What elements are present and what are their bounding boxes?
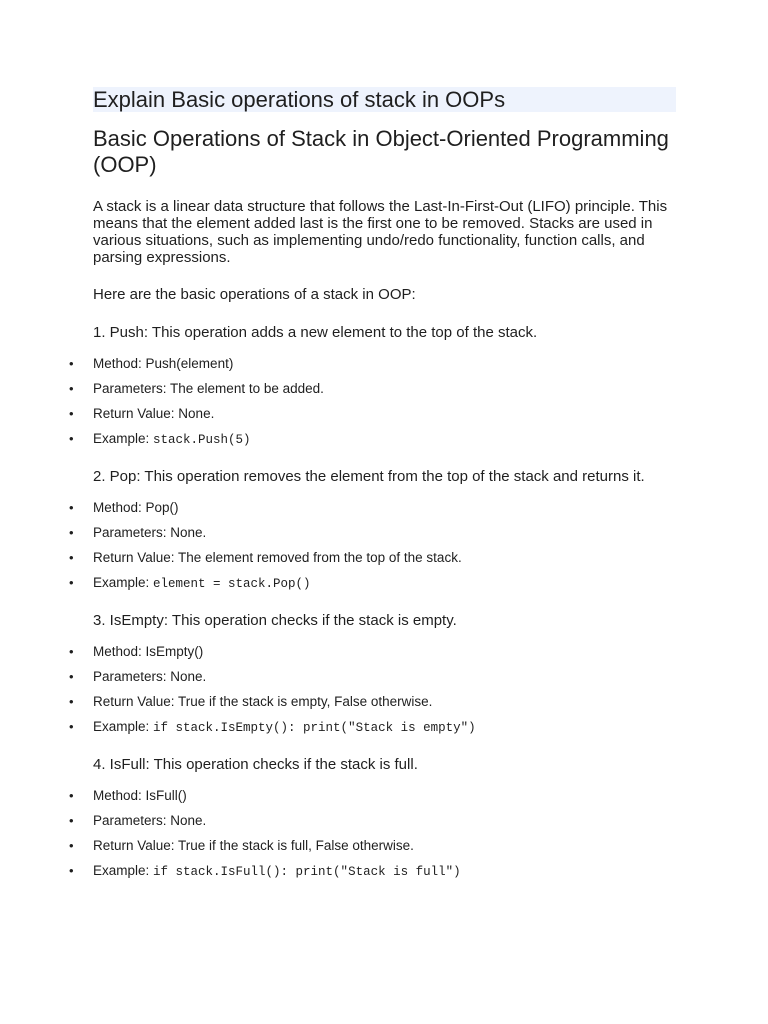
bullet-icon: • — [69, 406, 74, 421]
example-code: if stack.IsEmpty(): print("Stack is empty") — [153, 721, 476, 735]
list-item — [69, 499, 676, 516]
list-item — [69, 693, 676, 710]
bullet-icon: • — [69, 788, 74, 803]
operation-details-push — [69, 355, 676, 447]
parameters-text: Parameters: None. — [93, 813, 207, 828]
operation-details-pop — [69, 499, 676, 591]
operations-intro: Here are the basic operations of a stack in OOP: — [93, 286, 416, 303]
return-value-text: Return Value: The element removed from the top of the stack. — [93, 550, 462, 565]
method-text: Method: Pop() — [93, 500, 179, 515]
list-item — [69, 862, 676, 879]
method-text: Method: Push(element) — [93, 356, 234, 371]
list-item — [69, 668, 676, 685]
bullet-icon: • — [69, 838, 74, 853]
method-text: Method: IsEmpty() — [93, 644, 204, 659]
list-item — [69, 643, 676, 660]
bullet-icon: • — [69, 500, 74, 515]
intro-paragraph: A stack is a linear data structure that follows the Last-In-First-Out (LIFO) principle. This means that the element added last is the first one to be removed. Stacks are used in various situations, such as implementing undo/redo functionality, function calls, and parsing expressions. — [93, 198, 668, 266]
return-value-text: Return Value: None. — [93, 406, 215, 421]
example-code: element = stack.Pop() — [153, 577, 311, 591]
document-page — [69, 87, 676, 887]
return-value-text: Return Value: True if the stack is full, False otherwise. — [93, 838, 414, 853]
list-item — [69, 837, 676, 854]
example-label: Example: — [93, 719, 154, 734]
example-label: Example: — [93, 431, 154, 446]
parameters-text: Parameters: The element to be added. — [93, 381, 324, 396]
list-item — [69, 355, 676, 372]
parameters-text: Parameters: None. — [93, 525, 207, 540]
method-text: Method: IsFull() — [93, 788, 187, 803]
bullet-icon: • — [69, 550, 74, 565]
parameters-text: Parameters: None. — [93, 669, 207, 684]
document-title: Basic Operations of Stack in Object-Oriented Programming (OOP) — [93, 126, 669, 177]
list-item — [69, 787, 676, 804]
operation-heading-push: 1. Push: This operation adds a new element to the top of the stack. — [93, 324, 538, 341]
operation-details-isfull — [69, 787, 676, 879]
bullet-icon: • — [69, 644, 74, 659]
example-code: if stack.IsFull(): print("Stack is full") — [153, 865, 461, 879]
return-value-text: Return Value: True if the stack is empty, False otherwise. — [93, 694, 433, 709]
bullet-icon: • — [69, 431, 74, 446]
bullet-icon: • — [69, 719, 74, 734]
example-label: Example: — [93, 863, 154, 878]
list-item — [69, 524, 676, 541]
list-item — [69, 812, 676, 829]
bullet-icon: • — [69, 525, 74, 540]
user-prompt: Explain Basic operations of stack in OOPs — [93, 87, 676, 112]
bullet-icon: • — [69, 575, 74, 590]
example-code: stack.Push(5) — [153, 433, 251, 447]
bullet-icon: • — [69, 813, 74, 828]
bullet-icon: • — [69, 694, 74, 709]
bullet-icon: • — [69, 381, 74, 396]
list-item — [69, 574, 676, 591]
list-item — [69, 718, 676, 735]
list-item — [69, 380, 676, 397]
bullet-icon: • — [69, 669, 74, 684]
bullet-icon: • — [69, 356, 74, 371]
operation-details-isempty — [69, 643, 676, 735]
list-item — [69, 405, 676, 422]
list-item — [69, 430, 676, 447]
bullet-icon: • — [69, 863, 74, 878]
operation-heading-pop: 2. Pop: This operation removes the element from the top of the stack and returns it. — [93, 468, 645, 485]
operation-heading-isempty: 3. IsEmpty: This operation checks if the stack is empty. — [93, 612, 457, 629]
example-label: Example: — [93, 575, 154, 590]
list-item — [69, 549, 676, 566]
operation-heading-isfull: 4. IsFull: This operation checks if the stack is full. — [93, 756, 418, 773]
